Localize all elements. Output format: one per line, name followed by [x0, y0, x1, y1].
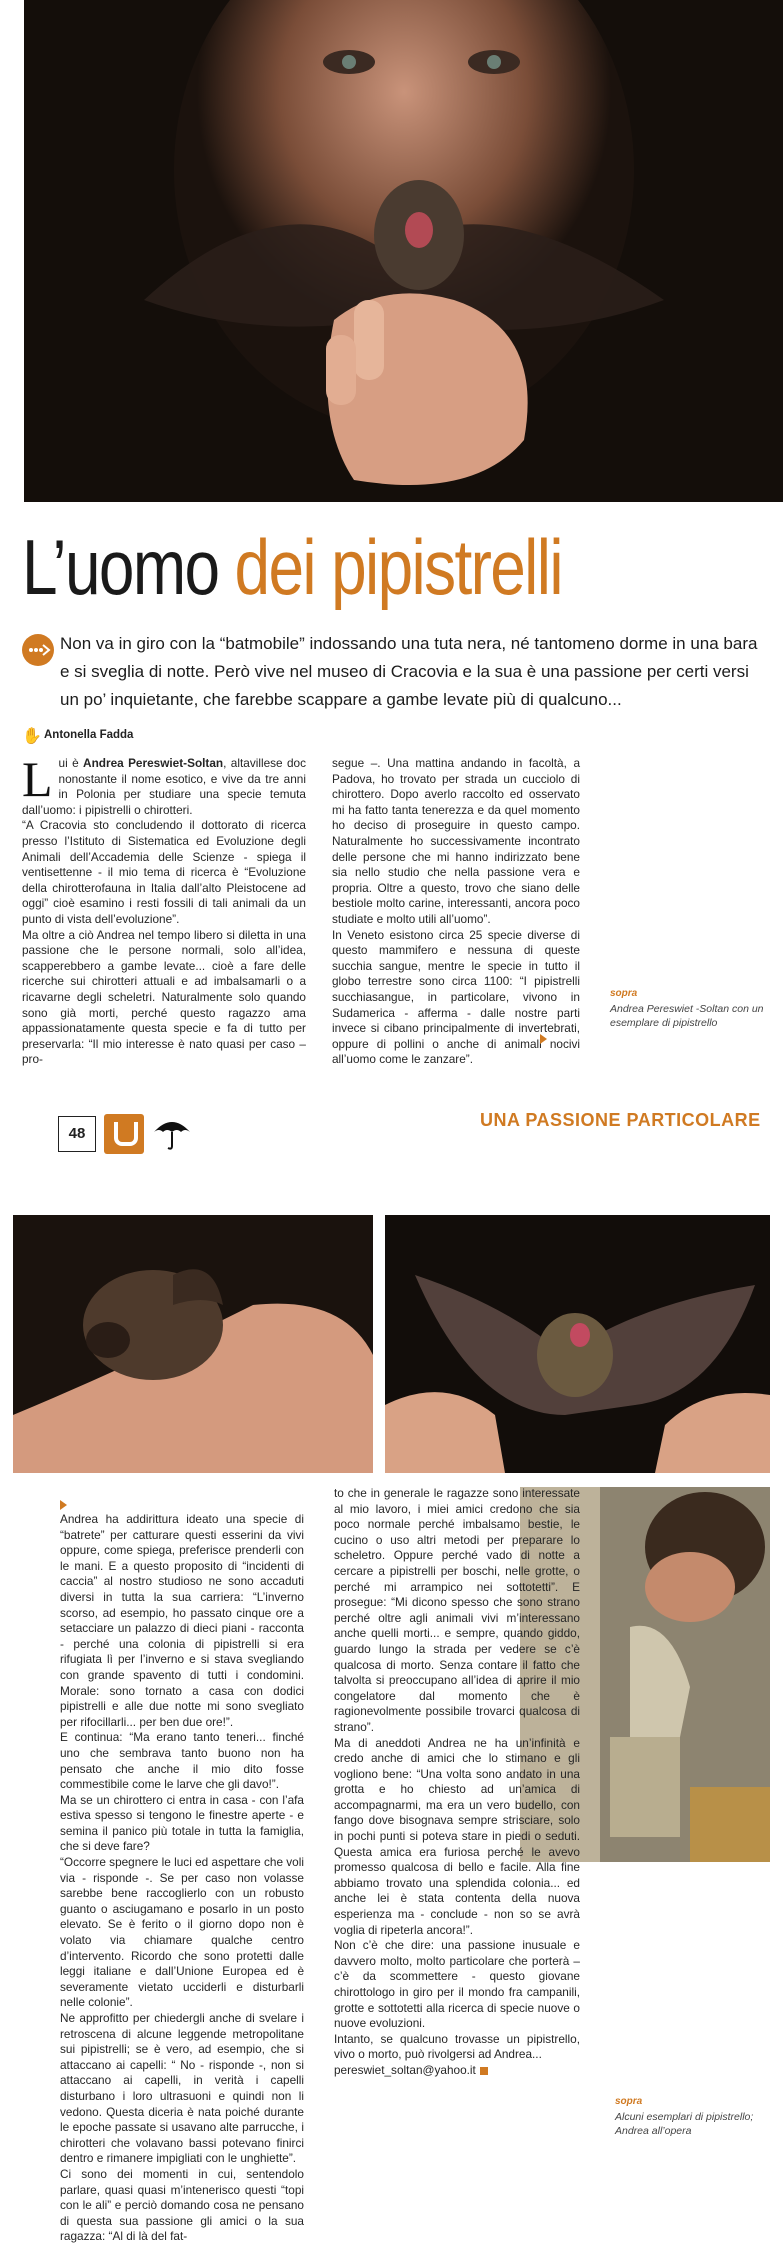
- paragraph: to che in generale le ragazze sono interessate al mio lavoro, i miei amici credono che sia poco normale perché imbalsamo bestie, le cucino o uso altri metodi per preparare lo scheletro. Oppure perché vado di notte a cercare a pipistrelli per boschi, nelle grotte, o perché mi arrampico nei sottotetti”. E prosegue: “Mi dicono spesso che sono strano perché oltre agli animali vivi m’interessano anche quelli morti... e sempre, quando giddo, guardo lungo la strada per vedere se c’è qualcosa di morto. Senza contare il fatto che talvolta si preoccupano all’idea di aprire il mio congelatore dal momento che è ragionevolmente possibile trovarci qualcosa di strano”.: [334, 1486, 580, 1734]
- paragraph: Ma di aneddoti Andrea ne ha un’infinità e credo anche di amici che lo stimano e gli vogliono bene: “Una volta sono andato in una grotta e ho chiesto ad un’amica di accompagnarmi, ma era un vero budello, con fango dove bisognava sempre strisciare, solo in pochi punti si poteva stare in piedi o seduti. Questa amica era furiosa perché le avevo promesso qualcosa di bello e facile. Alla fine abbiamo trovato una splendida colonia... ed anche lei è stata contenta della nuova esperienza ma - conclude - non so se avrà voglia di ripeterla ancora!”.: [334, 1735, 580, 1937]
- paragraph: E continua: “Ma erano tanto teneri... finché uno che sembrava tanto buono non ha pensato che anche il mio dito fosse commestibile come le larve che gli davo!”.: [60, 1730, 304, 1792]
- drop-cap: L: [22, 751, 53, 807]
- paragraph: Ne approfitto per chiedergli anche di svelare i retroscena di alcune leggende metropolitane sui pipistrelli; se è vero, ad esempio, che si attaccano ai capelli: “ No - risponde -, non si attaccano ai capelli, in verità i capelli disturbano i loro ultrasuoni e quindi non li vedono. Questa diceria è nata poiché durante le epoche passate si usavano alte parrucche, i chirotteri che volavano bassi potevano finirci dentro e rimanere impigliati con le unghiette”.: [60, 2011, 304, 2166]
- text-run: , altavillese doc nonostante il nome esotico, e vive da tre anni in Polonia per studiare una specie temuta dall’uomo: i pipistrelli o chirotteri.: [22, 756, 306, 817]
- author-name: Antonella Fadda: [44, 729, 134, 741]
- article-column-1: [22, 751, 306, 1068]
- hero-photo: [24, 0, 783, 502]
- continue-arrow-icon: [60, 1500, 67, 1510]
- magazine-logo-icon: [104, 1114, 144, 1154]
- umbrella-icon: [150, 1112, 194, 1152]
- caption-label: sopra: [610, 988, 638, 999]
- paragraph: Non c’è che dire: una passione inusuale e davvero molto, molto particolare che porterà – c’è da scommettere - questo giovane chirottologo in giro per il mondo fra campanili, grotte e sottotetti alla ricerca di specie nuove o nuove evoluzioni.: [334, 1938, 580, 2031]
- article-column-4: [334, 1486, 580, 2079]
- caption-label: sopra: [615, 2096, 643, 2107]
- bat-in-hand-photo: [13, 1215, 373, 1473]
- paragraph: “A Cracovia sto concludendo il dottorato di ricerca presso l’Istituto di Sistematica ed Evoluzione degli Animali dell’Accademia delle Scienze - spiega il ventisettenne - il mio tema di ricerca è “Evoluzione della chirotterofauna in Italia dall’alto Pleistocene ad oggi” cioè esamino i resti fossili di tali animali da un punto di vista dell’evoluzione”.: [22, 818, 306, 926]
- caption-text: Andrea Pereswiet -Soltan con un esemplare di pipistrello: [610, 1003, 764, 1029]
- paragraph: Ma oltre a ciò Andrea nel tempo libero si diletta in una passione che le persone normali, solo all’idea, scapperebbero a gambe levate... cioè a fare delle ricerche sui chirotteri attuali e ad imbalsamarli o a ricavarne degli scheletri. Naturalmente solo quando sono già morti, perché questo ragazzo ama appassionatamente questa specie e fa di tutto per preservarla: “Il mio interesse è nato quasi per caso – pro-: [22, 927, 306, 1067]
- article-column-2: [332, 756, 580, 1068]
- paragraph: Ma se un chirottero ci entra in casa - con l’afa estiva spesso si tengono le finestre aperte - e semina il panico più totale in tutta la famiglia, che si deve fare?: [60, 1792, 304, 1854]
- paragraph: Ci sono dei momenti in cui, sentendolo parlare, quasi quasi m’intenerisco questi “topi con le ali” e perciò domando cosa ne pensano di questa sua passione gli amici o la sua ragazza: “Al di là del fat-: [60, 2166, 304, 2244]
- paragraph: Andrea ha addirittura ideato una specie di “batrete” per catturare questi esserini da vivi oppure, come spiega, preferisce prenderli con le mani. E a questo proposito di “incidenti di caccia” al nostro studioso ne sono accaduti diversi in tutta la sua carriera: “L’inverno scorso, ad esempio, ho passato cinque ore a setacciare un palazzo di dieci piani - racconta - perché una colonia di pipistrelli si era rifugiata lì per l’inverno e si stava svegliando con grande spavento di tutti i condomini. Morale: sono tornato a casa con dodici pipistrelli e alle due notte mi sono svegliato per rifocillarli... per ben due ore!”.: [60, 1512, 304, 1729]
- title-part-1: L’uomo: [22, 523, 235, 611]
- page-number: 48: [58, 1116, 96, 1152]
- paragraph: segue –. Una mattina andando in facoltà, a Padova, ho trovato per strada un cucciolo di chirottero. Dopo averlo raccolto ed osservato mi ha fatto tanta tenerezza e da quel momento ho deciso di proseguire in questo campo. Naturalmente ho successivamente incontrato delle persone che mi hanno indirizzato bene sia nello studio che nella passione vera e propria. Oltre a questo, trovo che siano delle bestiole molto carine, interessanti, ancora poco studiate e molto utili all’uomo”.: [332, 756, 580, 926]
- end-mark-icon: [480, 2067, 488, 2075]
- bat-wings-spread-photo: [385, 1215, 770, 1473]
- hand-icon: ✋: [22, 728, 42, 745]
- intro-arrow-icon: [22, 634, 54, 666]
- section-title: UNA PASSIONE PARTICOLARE: [480, 1110, 761, 1130]
- paragraph: [22, 751, 306, 818]
- paragraph: In Veneto esistono circa 25 specie diverse di questo mammifero e nessuna di queste succhia sangue, mentre le specie in tutto il globo terrestre sono circa 1100: “I pipistrelli succhiasangue, in particolare, vivono in Sudamerica - afferma - dalle nostre parti invece si cibano principalmente di invertebrati, oppure di pollini o anche di animali nocivi all’uomo come le zanzare”.: [332, 927, 580, 1067]
- text-run: ui è: [58, 756, 84, 770]
- article-title: [22, 523, 562, 611]
- paragraph: Intanto, se qualcuno trovasse un pipistrello, vivo o morto, può rivolgersi ad Andrea...: [334, 2031, 580, 2062]
- article-column-3: [60, 1512, 304, 2245]
- caption-text: Alcuni esemplari di pipistrello; Andrea all’opera: [615, 2111, 754, 2137]
- paragraph: “Occorre spegnere le luci ed aspettare che voli via - risponde -. Se per caso non volasse sarebbe bene raccoglierlo con un robusto guanto o asciugamano e posarlo in un posto elevato. Se è ferito o il giorno dopo non è volato via chiamare qualche centro d’intervento. Ricordo che sono protetti dalle leggi italiane e dall’Unione Europea ed è severamente vietato ucciderli e disturbarli nelle colonie”.: [60, 1855, 304, 2010]
- paragraph: [334, 2063, 580, 2079]
- intro-paragraph: Non va in giro con la “batmobile” indossando una tuta nera, né tantomeno dorme in una bara e si sveglia di notte. Però vive nel museo di Cracovia e la sua è una passione per certi versi un po’ inquietante, che farebbe scappare a gambe levate più di qualcuno...: [60, 634, 758, 709]
- title-part-2: dei pipistrelli: [234, 523, 562, 611]
- email-link[interactable]: pereswiet_soltan@yahoo.it: [334, 2062, 476, 2077]
- continue-arrow-icon: [540, 1034, 547, 1044]
- subject-name: Andrea Pereswiet-Soltan: [83, 756, 224, 770]
